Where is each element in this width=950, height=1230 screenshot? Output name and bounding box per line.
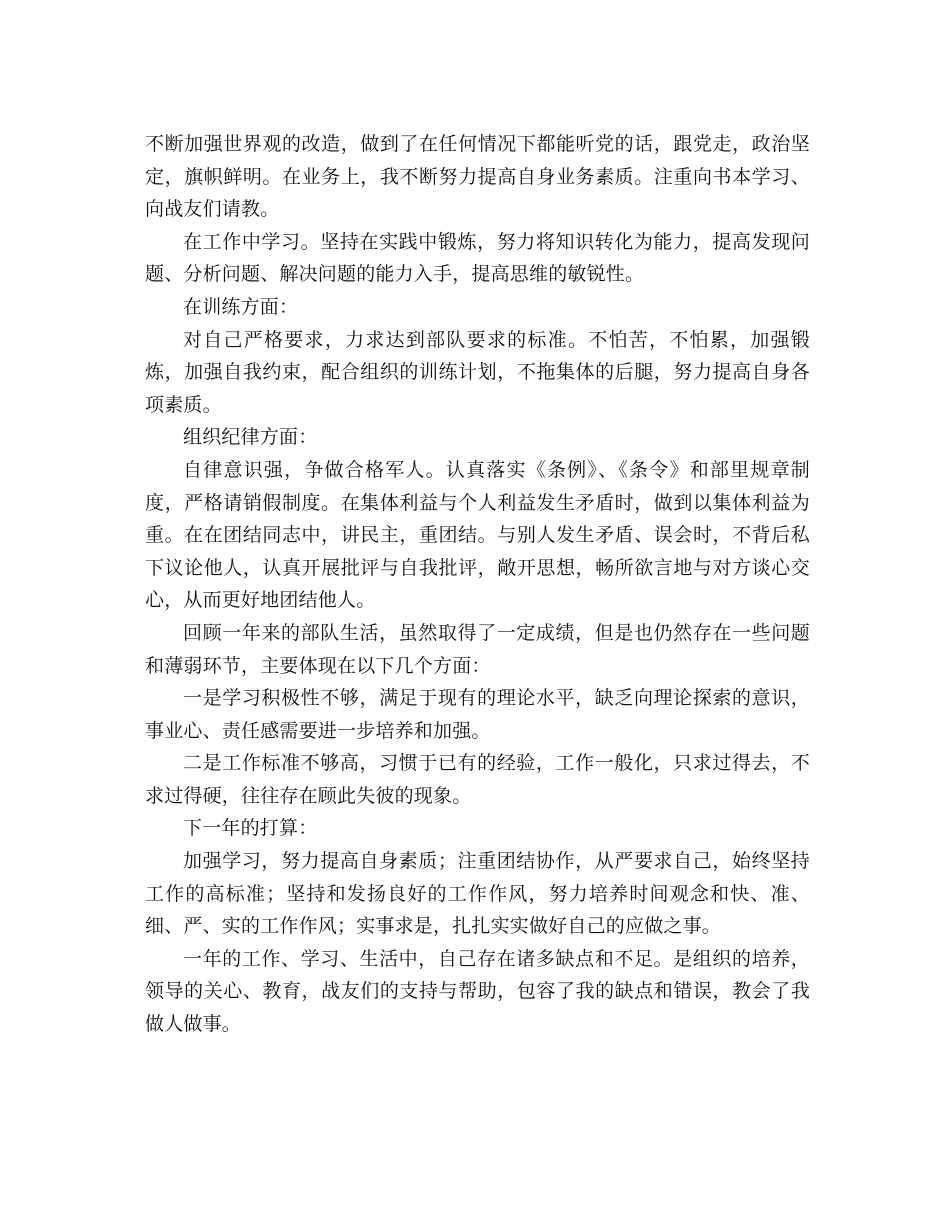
paragraph-8: 加强学习，努力提高自身素质；注重团结协作，从严要求自己，始终坚持工作的高标准；坚持和发扬良好的工作作风，努力培养时间观念和快、准、细、严、实的工作作风；实事求是，扎扎实实做好自己的应做之事。 xyxy=(145,850,810,938)
document-body xyxy=(145,128,810,1041)
paragraph-1: 不断加强世界观的改造，做到了在任何情况下都能听党的话，跟党走，政治坚定，旗帜鲜明。在业务上，我不断努力提高自身业务素质。注重向书本学习、向战友们请教。 xyxy=(145,133,810,221)
paragraph-3: 对自己严格要求，力求达到部队要求的标准。不怕苦，不怕累，加强锻炼，加强自我约束，配合组织的训练计划，不拖集体的后腿，努力提高自身各项素质。 xyxy=(145,328,810,416)
paragraph-9: 一年的工作、学习、生活中，自己存在诸多缺点和不足。是组织的培养，领导的关心、教育，战友们的支持与帮助，包容了我的缺点和错误，教会了我做人做事。 xyxy=(145,947,810,1036)
paragraph-4: 自律意识强，争做合格军人。认真落实《条例》、《条令》和部里规章制度，严格请销假制度。在集体利益与个人利益发生矛盾时，做到以集体利益为重。在在团结同志中，讲民主，重团结。与别人发生矛盾、误会时，不背后私下议论他人，认真开展批评与自我批评，敞开思想，畅所欲言地与对方谈心交心，从而更好地团结他人。 xyxy=(145,458,810,612)
section-heading-next-year: 下一年的打算： xyxy=(183,817,318,840)
paragraph-5: 回顾一年来的部队生活，虽然取得了一定成绩，但是也仍然存在一些问题和薄弱环节，主要体现在以下几个方面： xyxy=(145,621,810,677)
section-heading-training: 在训练方面： xyxy=(183,295,299,318)
section-heading-discipline: 组织纪律方面： xyxy=(183,426,318,449)
paragraph-2: 在工作中学习。坚持在实践中锻炼，努力将知识转化为能力，提高发现问题、分析问题、解决问题的能力入手，提高思维的敏锐性。 xyxy=(145,230,810,286)
paragraph-7: 二是工作标准不够高，习惯于已有的经验，工作一般化，只求过得去，不求过得硬，往往存在顾此失彼的现象。 xyxy=(145,752,810,807)
paragraph-6: 一是学习积极性不够，满足于现有的理论水平，缺乏向理论探索的意识，事业心、责任感需要进一步培养和加强。 xyxy=(145,687,810,742)
